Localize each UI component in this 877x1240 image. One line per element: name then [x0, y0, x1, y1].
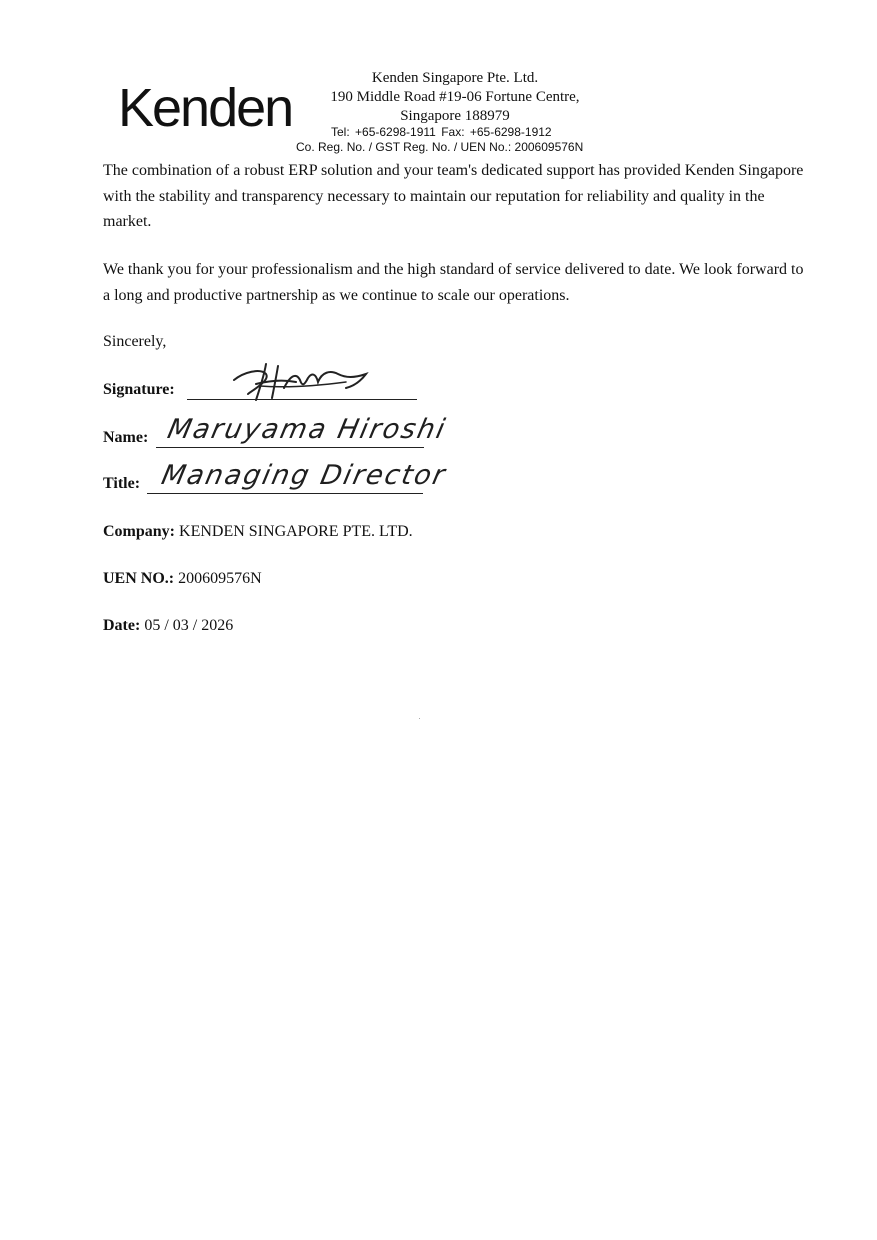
- handwritten-signature: [226, 358, 376, 404]
- company-row: [103, 522, 413, 542]
- title-row: [103, 474, 140, 494]
- registration-number: Co. Reg. No. / GST Reg. No. / UEN No.: 200609576N: [296, 140, 584, 154]
- company-label: Company:: [103, 523, 180, 540]
- uen-value: 200609576N: [178, 570, 262, 587]
- contact-numbers: Tel: +65-6298-1911 Fax: +65-6298-1912: [331, 125, 552, 139]
- name-underline: [156, 447, 424, 448]
- date-label: Date:: [103, 617, 145, 634]
- company-name: Kenden Singapore Pte. Ltd.: [371, 70, 539, 86]
- address-line-1: 190 Middle Road #19-06 Fortune Centre,: [330, 89, 580, 105]
- name-row: [103, 428, 148, 448]
- date-value: 05 / 03 / 2026: [144, 617, 234, 634]
- closing-salutation: Sincerely,: [103, 333, 167, 350]
- uen-label: UEN NO.:: [103, 570, 179, 587]
- company-value: KENDEN SINGAPORE PTE. LTD.: [179, 523, 413, 540]
- body-paragraph-2: We thank you for your professionalism and the high standard of service delivered to date. We look forward to a long and productive partnership as we continue to scale our operations.: [103, 261, 804, 304]
- body-paragraph-1: The combination of a robust ERP solution and your team's dedicated support has provided Kenden Singapore with the stability and transparency necessary to maintain our reputation for reliability and quality in the market.: [103, 162, 804, 230]
- signature-label: Signature:: [103, 381, 175, 398]
- date-row: [103, 616, 233, 636]
- name-label: Name:: [103, 429, 149, 446]
- scan-speck: [419, 718, 420, 719]
- handwritten-name: Maruyama Hiroshi: [164, 414, 450, 445]
- handwritten-title: Managing Director: [158, 460, 450, 491]
- title-label: Title:: [103, 475, 141, 492]
- company-logo: Kenden: [118, 78, 293, 138]
- address-line-2: Singapore 188979: [400, 108, 510, 124]
- title-underline: [147, 493, 423, 494]
- uen-row: [103, 569, 262, 589]
- signature-row: [103, 380, 175, 400]
